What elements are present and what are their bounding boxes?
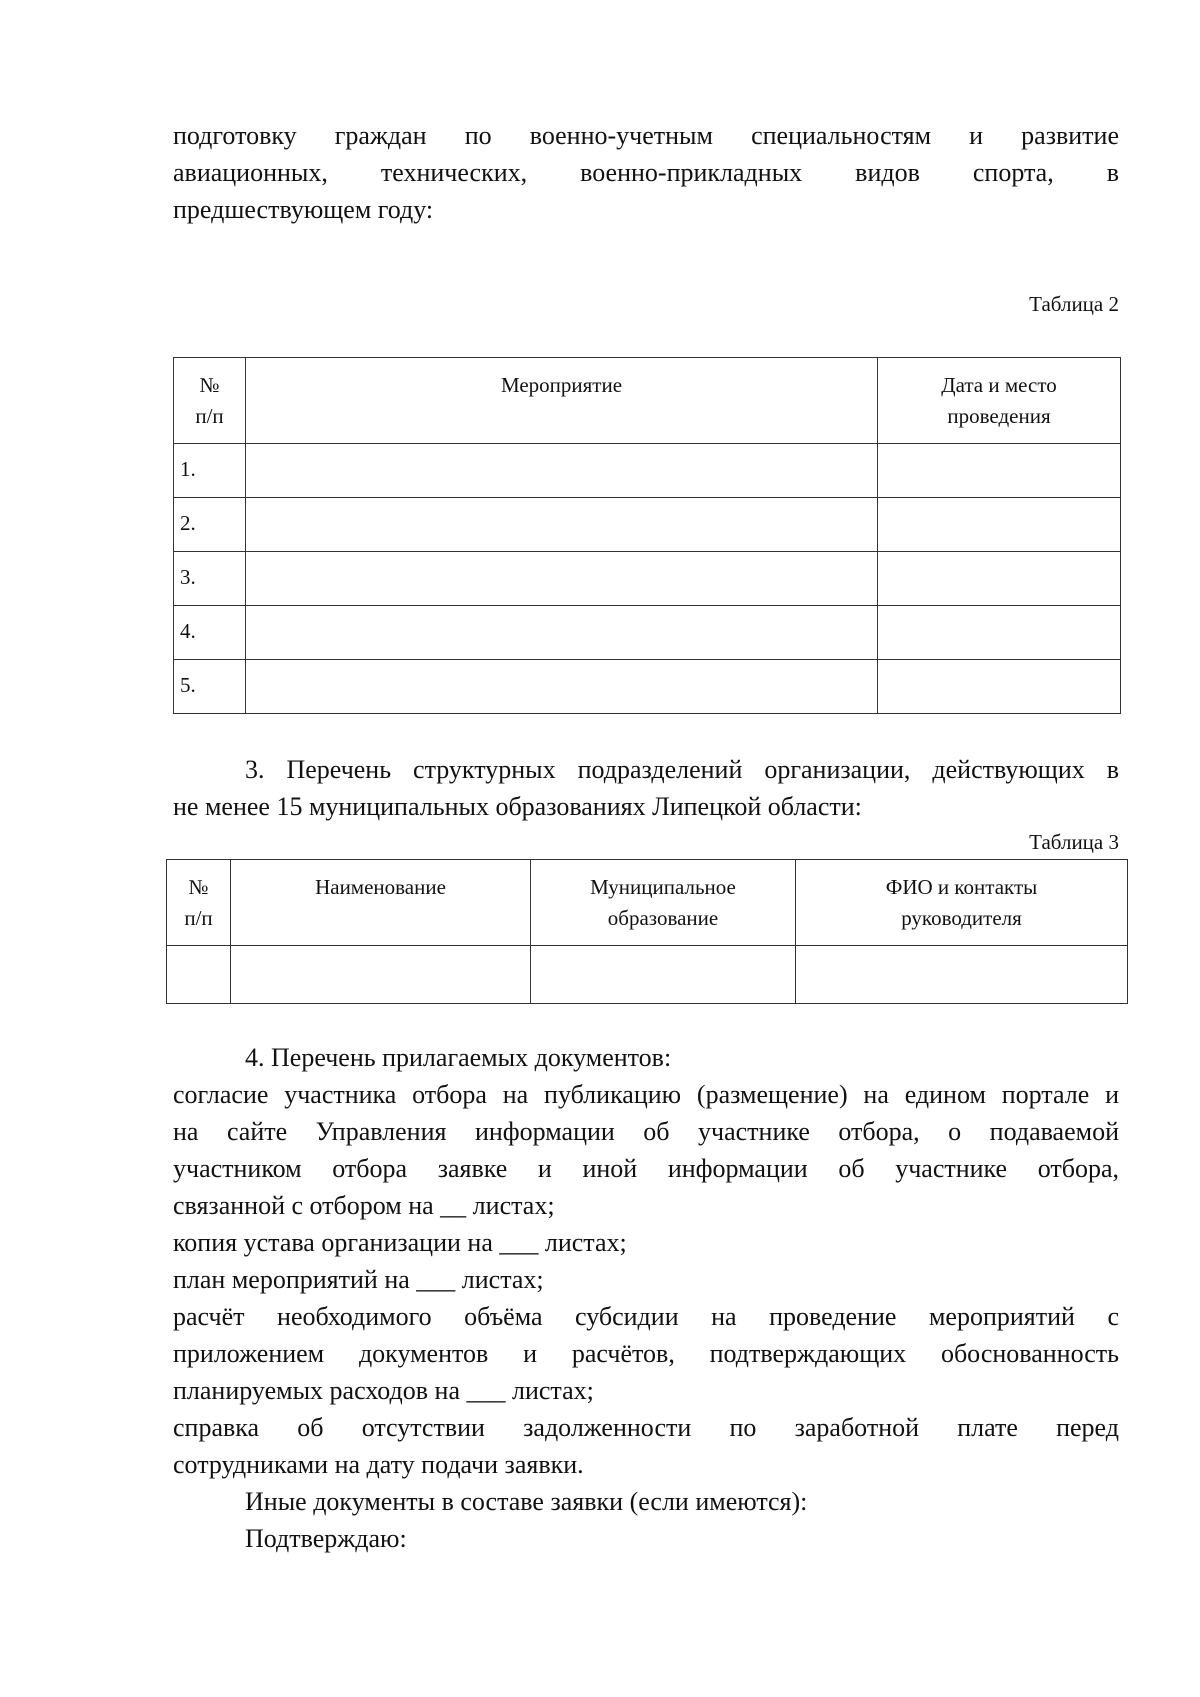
- confirm-label: Подтверждаю:: [245, 1524, 407, 1553]
- table2-cell-date-place[interactable]: [878, 552, 1121, 606]
- table2-cell-date-place[interactable]: [878, 606, 1121, 660]
- intro-line-2: авиационных, технических, военно-прикладных видов спорта, в: [173, 158, 1119, 187]
- section4-heading: 4. Перечень прилагаемых документов:: [245, 1043, 672, 1072]
- table2-cell-event[interactable]: [246, 606, 878, 660]
- item5-line-2: сотрудниками на дату подачи заявки.: [173, 1450, 584, 1479]
- section3-heading-line-1: 3. Перечень структурных подразделений организации, действующих в: [245, 755, 1119, 784]
- other-documents: Иные документы в составе заявки (если имеются):: [245, 1487, 808, 1516]
- table3-caption: Таблица 3: [1029, 830, 1119, 854]
- item1-line-2: на сайте Управления информации об участнике отбора, о подаваемой: [173, 1117, 1119, 1146]
- table2-cell-event[interactable]: [246, 660, 878, 714]
- table2-cell-event[interactable]: [246, 498, 878, 552]
- table-row: [167, 946, 1128, 1004]
- item1-line-1: согласие участника отбора на публикацию (размещение) на едином портале и: [173, 1080, 1119, 1109]
- table2-cell-event[interactable]: [246, 444, 878, 498]
- item1-line-3: участником отбора заявке и иной информации об участнике отбора,: [173, 1154, 1119, 1183]
- item1-line-4: связанной с отбором на __ листах;: [173, 1191, 555, 1220]
- table3-cell-name[interactable]: [231, 946, 531, 1004]
- table2-row-number: 3.: [174, 552, 246, 606]
- item4-line-3: планируемых расходов на ___ листах;: [173, 1376, 594, 1405]
- table2-row-number: 1.: [174, 444, 246, 498]
- table-row: [174, 606, 1121, 660]
- table3-cell-municipality[interactable]: [531, 946, 796, 1004]
- section3-heading-line-2: не менее 15 муниципальных образованиях Липецкой области:: [173, 792, 862, 821]
- item5-line-1: справка об отсутствии задолженности по заработной плате перед: [173, 1413, 1119, 1442]
- table3-cell-number[interactable]: [167, 946, 231, 1004]
- intro-line-3: предшествующем году:: [173, 195, 434, 224]
- table3: [166, 859, 1128, 1004]
- table2-caption: Таблица 2: [1029, 292, 1119, 316]
- item2: копия устава организации на ___ листах;: [173, 1228, 627, 1257]
- table2-cell-date-place[interactable]: [878, 498, 1121, 552]
- table3-header-head-contacts: ФИО и контакты руководителя: [796, 860, 1128, 946]
- section4: [173, 1039, 1119, 1557]
- item3: план мероприятий на ___ листах;: [173, 1265, 544, 1294]
- table3-header-number: № п/п: [167, 860, 231, 946]
- table3-cell-head-contacts[interactable]: [796, 946, 1128, 1004]
- table2-row-number: 5.: [174, 660, 246, 714]
- table3-header-name: Наименование: [231, 860, 531, 946]
- table2-header-row: [174, 358, 1121, 444]
- table2-cell-date-place[interactable]: [878, 660, 1121, 714]
- table-row: [174, 444, 1121, 498]
- intro-line-1: подготовку граждан по военно-учетным специальностям и развитие: [173, 121, 1119, 150]
- table2-cell-event[interactable]: [246, 552, 878, 606]
- table2-header-number: № п/п: [174, 358, 246, 444]
- table-row: [174, 660, 1121, 714]
- table2: [173, 357, 1121, 714]
- item4-line-1: расчёт необходимого объёма субсидии на проведение мероприятий с: [173, 1302, 1119, 1331]
- table-row: [174, 498, 1121, 552]
- item4-line-2: приложением документов и расчётов, подтверждающих обоснованность: [173, 1339, 1119, 1368]
- table2-row-number: 4.: [174, 606, 246, 660]
- table2-header-event: Мероприятие: [246, 358, 878, 444]
- table2-row-number: 2.: [174, 498, 246, 552]
- section3-heading: [173, 751, 1119, 825]
- table-row: [174, 552, 1121, 606]
- table2-cell-date-place[interactable]: [878, 444, 1121, 498]
- intro-paragraph: [173, 117, 1119, 228]
- table3-header-row: [167, 860, 1128, 946]
- table2-header-date-place: Дата и место проведения: [878, 358, 1121, 444]
- table3-header-municipality: Муниципальное образование: [531, 860, 796, 946]
